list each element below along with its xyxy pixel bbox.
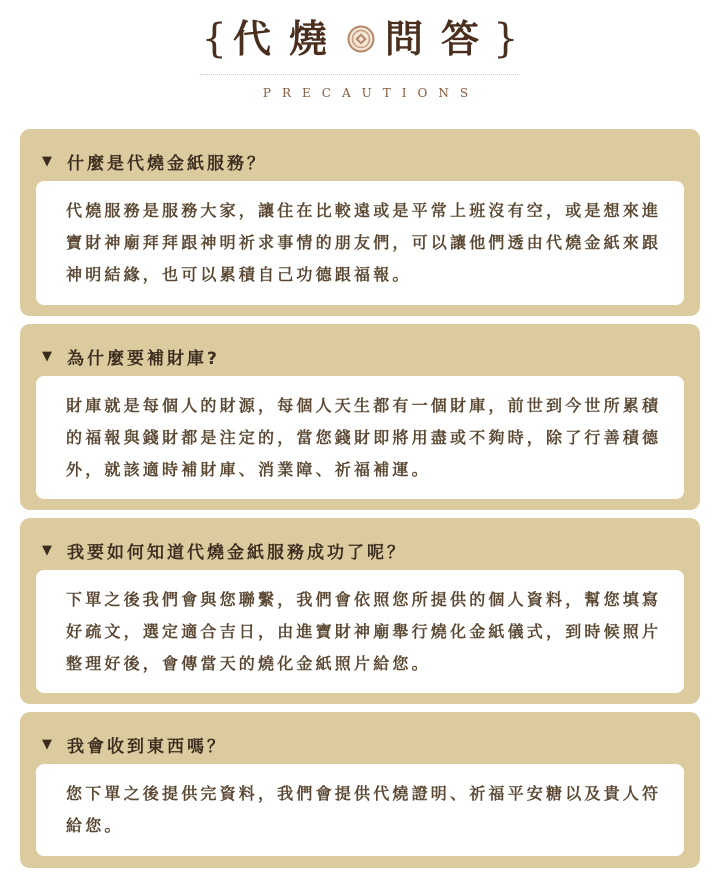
faq-item — [20, 712, 700, 868]
coin-icon — [347, 25, 375, 53]
triangle-down-icon: ▼ — [42, 154, 55, 169]
triangle-down-icon: ▼ — [42, 737, 55, 752]
faq-question[interactable] — [42, 732, 227, 757]
faq-question[interactable] — [42, 538, 407, 563]
faq-answer: 代燒服務是服務大家，讓住在比較遠或是平常上班沒有空，或是想來進寶財神廟拜拜跟神明祈求事情的朋友們，可以讓他們透由代燒金紙來跟神明結緣，也可以累積自己功德跟福報。 — [36, 181, 684, 305]
title-right: 問答 — [385, 16, 498, 61]
faq-answer: 您下單之後提供完資料，我們會提供代燒證明、祈福平安糖以及貴人符給您。 — [36, 764, 684, 856]
faq-item — [20, 518, 700, 704]
faq-question-text: 我會收到東西嗎？ — [67, 737, 227, 757]
page-subtitle: PRECAUTIONS — [262, 86, 480, 100]
faq-question-text: 什麼是代燒金紙服務？ — [67, 154, 267, 174]
triangle-down-icon: ▼ — [42, 543, 55, 558]
header-divider — [200, 74, 520, 77]
faq-answer: 下單之後我們會與您聯繫，我們會依照您所提供的個人資料，幫您填寫好疏文，選定適合吉日，由進寶財神廟舉行燒化金紙儀式，到時候照片整理好後，會傳當天的燒化金紙照片給您。 — [36, 570, 684, 693]
faq-question[interactable] — [42, 344, 220, 369]
triangle-down-icon: ▼ — [42, 349, 55, 364]
faq-item — [20, 324, 700, 510]
faq-question-text: 我要如何知道代燒金紙服務成功了呢？ — [67, 543, 407, 563]
faq-question-text: 為什麼要補財庫? — [67, 349, 220, 369]
faq-item — [20, 129, 700, 316]
title-left: 代燒 — [232, 16, 345, 61]
faq-question[interactable] — [42, 149, 267, 174]
page-header — [0, 0, 720, 110]
right-brace: } — [493, 16, 519, 62]
page-title — [0, 12, 720, 66]
left-brace: { — [201, 16, 227, 62]
faq-answer: 財庫就是每個人的財源，每個人天生都有一個財庫，前世到今世所累積的福報與錢財都是注定的，當您錢財即將用盡或不夠時，除了行善積德外，就該適時補財庫、消業障、祈福補運。 — [36, 376, 684, 499]
